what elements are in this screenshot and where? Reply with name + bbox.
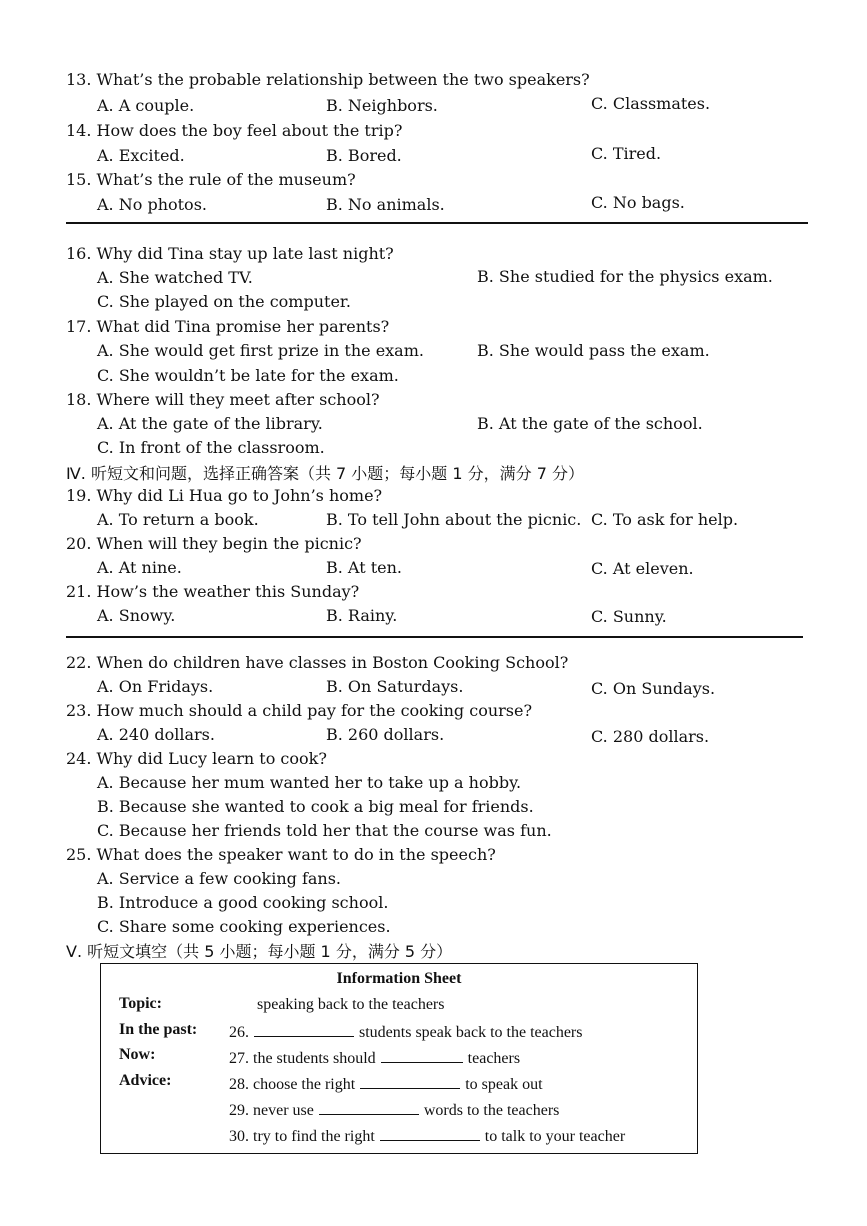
- answer-28-suffix: to speak out: [465, 1076, 543, 1093]
- q19-option-c: C. To ask for help.: [591, 510, 739, 529]
- now-label: Now:: [119, 1046, 156, 1063]
- question-25: 25. What does the speaker want to do in the speech?: [66, 845, 496, 864]
- q21-option-c: C. Sunny.: [591, 607, 667, 626]
- q13-option-c: C. Classmates.: [591, 94, 711, 113]
- q18-option-c: C. In front of the classroom.: [97, 438, 325, 457]
- q22-option-b: B. On Saturdays.: [326, 677, 464, 696]
- answer-26-row: [229, 1022, 582, 1042]
- information-sheet: [100, 963, 698, 1154]
- q23-option-a: A. 240 dollars.: [97, 725, 215, 744]
- q20-option-a: A. At nine.: [97, 558, 182, 577]
- q17-option-a: A. She would get first prize in the exam.: [97, 341, 424, 360]
- q23-option-b: B. 260 dollars.: [326, 725, 445, 744]
- q13-option-b: B. Neighbors.: [326, 96, 438, 115]
- q18-option-b: B. At the gate of the school.: [477, 414, 703, 433]
- q20-option-c: C. At eleven.: [591, 559, 694, 578]
- q16-option-b: B. She studied for the physics exam.: [477, 267, 773, 286]
- q14-option-a: A. Excited.: [97, 146, 185, 165]
- answer-27-row: [229, 1048, 520, 1068]
- q13-option-a: A. A couple.: [97, 96, 195, 115]
- answer-26-blank[interactable]: [254, 1022, 354, 1037]
- q15-option-b: B. No animals.: [326, 195, 445, 214]
- answer-29-suffix: words to the teachers: [423, 1102, 560, 1119]
- q15-option-a: A. No photos.: [97, 195, 207, 214]
- question-20: 20. When will they begin the picnic?: [66, 534, 362, 553]
- advice-label: Advice:: [119, 1072, 172, 1089]
- answer-27-blank[interactable]: [381, 1048, 463, 1063]
- answer-28-blank[interactable]: [360, 1074, 460, 1089]
- q25-option-b: B. Introduce a good cooking school.: [97, 893, 389, 912]
- question-22: 22. When do children have classes in Boston Cooking School?: [66, 653, 569, 672]
- question-21: 21. How’s the weather this Sunday?: [66, 582, 360, 601]
- q19-option-a: A. To return a book.: [97, 510, 259, 529]
- q25-option-c: C. Share some cooking experiences.: [97, 917, 391, 936]
- question-24: 24. Why did Lucy learn to cook?: [66, 749, 327, 768]
- q16-option-a: A. She watched TV.: [97, 268, 253, 287]
- question-13: 13. What’s the probable relationship between the two speakers?: [66, 70, 590, 89]
- answer-28-prefix: 28. choose the right: [229, 1076, 356, 1093]
- question-19: 19. Why did Li Hua go to John’s home?: [66, 486, 383, 505]
- section-divider: [66, 222, 808, 224]
- q24-option-b: B. Because she wanted to cook a big meal for friends.: [97, 797, 534, 816]
- q17-option-c: C. She wouldn’t be late for the exam.: [97, 366, 399, 385]
- q25-option-a: A. Service a few cooking fans.: [97, 869, 342, 888]
- q14-option-b: B. Bored.: [326, 146, 402, 165]
- q22-option-a: A. On Fridays.: [97, 677, 214, 696]
- q15-option-c: C. No bags.: [591, 193, 685, 212]
- question-18: 18. Where will they meet after school?: [66, 390, 380, 409]
- q21-option-a: A. Snowy.: [97, 606, 176, 625]
- past-label: In the past:: [119, 1021, 198, 1038]
- question-23: 23. How much should a child pay for the cooking course?: [66, 701, 533, 720]
- q20-option-b: B. At ten.: [326, 558, 403, 577]
- q14-option-c: C. Tired.: [591, 144, 662, 163]
- answer-27-prefix: 27. the students should: [229, 1050, 376, 1067]
- topic-label: Topic:: [119, 995, 162, 1012]
- q17-option-b: B. She would pass the exam.: [477, 341, 710, 360]
- topic-value: speaking back to the teachers: [257, 996, 445, 1013]
- q23-option-c: C. 280 dollars.: [591, 727, 710, 746]
- answer-30-blank[interactable]: [380, 1126, 480, 1141]
- answer-30-prefix: 30. try to find the right: [229, 1128, 375, 1145]
- q19-option-b: B. To tell John about the picnic.: [326, 510, 582, 529]
- question-16: 16. Why did Tina stay up late last night?: [66, 244, 394, 263]
- answer-26-prefix: 26.: [229, 1024, 249, 1041]
- q24-option-a: A. Because her mum wanted her to take up a hobby.: [97, 773, 522, 792]
- sheet-title: Information Sheet: [336, 970, 462, 987]
- section-divider: [66, 636, 803, 638]
- q18-option-a: A. At the gate of the library.: [97, 414, 323, 433]
- answer-29-blank[interactable]: [319, 1100, 419, 1115]
- answer-29-prefix: 29. never use: [229, 1102, 314, 1119]
- q16-option-c: C. She played on the computer.: [97, 292, 351, 311]
- question-15: 15. What’s the rule of the museum?: [66, 170, 356, 189]
- q22-option-c: C. On Sundays.: [591, 679, 716, 698]
- question-14: 14. How does the boy feel about the trip?: [66, 121, 403, 140]
- q21-option-b: B. Rainy.: [326, 606, 398, 625]
- answer-30-suffix: to talk to your teacher: [484, 1128, 626, 1145]
- answer-28-row: [229, 1074, 543, 1094]
- q24-option-c: C. Because her friends told her that the course was fun.: [97, 821, 552, 840]
- answer-29-row: [229, 1100, 559, 1120]
- section-5-heading: Ⅴ. 听短文填空（共 5 小题；每小题 1 分，满分 5 分）: [66, 942, 453, 961]
- answer-26-suffix: students speak back to the teachers: [359, 1024, 583, 1041]
- section-4-heading: Ⅳ. 听短文和问题，选择正确答案（共 7 小题；每小题 1 分，满分 7 分）: [66, 464, 584, 483]
- answer-30-row: [229, 1126, 625, 1146]
- answer-27-suffix: teachers: [467, 1050, 521, 1067]
- question-17: 17. What did Tina promise her parents?: [66, 317, 390, 336]
